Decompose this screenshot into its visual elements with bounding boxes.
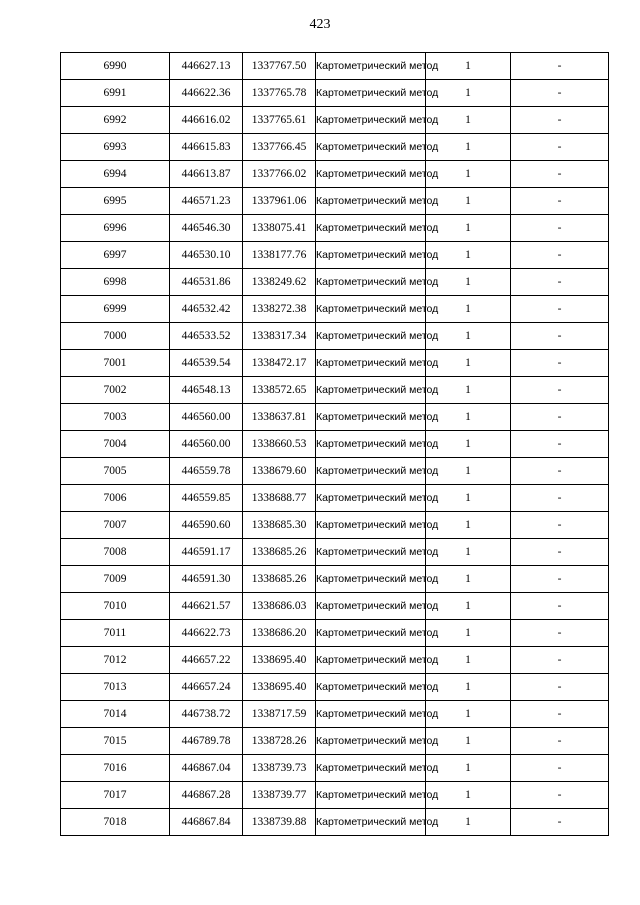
x-coordinate-cell: 446657.24 [170, 674, 243, 701]
x-coordinate-cell: 446539.54 [170, 350, 243, 377]
note-cell: - [511, 485, 609, 512]
count-cell: 1 [426, 269, 511, 296]
point-number-cell: 7007 [61, 512, 170, 539]
count-cell: 1 [426, 620, 511, 647]
method-cell [316, 188, 439, 215]
x-coordinate-cell: 446613.87 [170, 161, 243, 188]
table-row [61, 755, 609, 782]
x-coordinate-cell: 446590.60 [170, 512, 243, 539]
method-cell [316, 701, 439, 728]
y-coordinate-cell: 1337766.02 [243, 161, 316, 188]
y-coordinate-cell: 1337767.50 [243, 53, 316, 80]
method-text: Картометрический метод [316, 465, 439, 477]
y-coordinate-cell: 1338695.40 [243, 647, 316, 674]
method-text: Картометрический метод [316, 573, 439, 585]
note-cell: - [511, 701, 609, 728]
table-row [61, 134, 609, 161]
x-coordinate-cell: 446867.04 [170, 755, 243, 782]
method-cell [316, 782, 439, 809]
method-cell [316, 53, 439, 80]
note-cell: - [511, 107, 609, 134]
x-coordinate-cell: 446560.00 [170, 431, 243, 458]
note-cell: - [511, 269, 609, 296]
x-coordinate-cell: 446559.85 [170, 485, 243, 512]
point-number-cell: 6995 [61, 188, 170, 215]
point-number-cell: 7018 [61, 809, 170, 836]
x-coordinate-cell: 446867.84 [170, 809, 243, 836]
method-cell [316, 404, 439, 431]
method-text: Картометрический метод [316, 60, 439, 72]
note-cell: - [511, 620, 609, 647]
method-cell [316, 620, 439, 647]
x-coordinate-cell: 446533.52 [170, 323, 243, 350]
y-coordinate-cell: 1338685.26 [243, 566, 316, 593]
y-coordinate-cell: 1338686.20 [243, 620, 316, 647]
note-cell: - [511, 242, 609, 269]
method-cell [316, 647, 439, 674]
note-cell: - [511, 323, 609, 350]
method-text: Картометрический метод [316, 195, 439, 207]
point-number-cell: 7015 [61, 728, 170, 755]
method-cell [316, 323, 439, 350]
method-text: Картометрический метод [316, 654, 439, 666]
point-number-cell: 7000 [61, 323, 170, 350]
coordinates-table [60, 52, 609, 836]
x-coordinate-cell: 446615.83 [170, 134, 243, 161]
method-cell [316, 107, 439, 134]
method-cell [316, 755, 439, 782]
point-number-cell: 7016 [61, 755, 170, 782]
note-cell: - [511, 404, 609, 431]
note-cell: - [511, 458, 609, 485]
count-cell: 1 [426, 782, 511, 809]
point-number-cell: 6994 [61, 161, 170, 188]
y-coordinate-cell: 1337765.61 [243, 107, 316, 134]
count-cell: 1 [426, 485, 511, 512]
table-row [61, 485, 609, 512]
method-cell [316, 269, 439, 296]
table-row [61, 296, 609, 323]
method-cell [316, 593, 439, 620]
table-row [61, 242, 609, 269]
x-coordinate-cell: 446789.78 [170, 728, 243, 755]
note-cell: - [511, 377, 609, 404]
y-coordinate-cell: 1337766.45 [243, 134, 316, 161]
point-number-cell: 6990 [61, 53, 170, 80]
method-cell [316, 674, 439, 701]
x-coordinate-cell: 446532.42 [170, 296, 243, 323]
note-cell: - [511, 53, 609, 80]
note-cell: - [511, 728, 609, 755]
method-text: Картометрический метод [316, 492, 439, 504]
y-coordinate-cell: 1338679.60 [243, 458, 316, 485]
point-number-cell: 7010 [61, 593, 170, 620]
method-text: Картометрический метод [316, 141, 439, 153]
point-number-cell: 6998 [61, 269, 170, 296]
note-cell: - [511, 674, 609, 701]
method-text: Картометрический метод [316, 222, 439, 234]
point-number-cell: 7011 [61, 620, 170, 647]
y-coordinate-cell: 1338272.38 [243, 296, 316, 323]
method-text: Картометрический метод [316, 330, 439, 342]
table-row [61, 80, 609, 107]
count-cell: 1 [426, 242, 511, 269]
count-cell: 1 [426, 566, 511, 593]
table-row [61, 188, 609, 215]
y-coordinate-cell: 1338688.77 [243, 485, 316, 512]
method-text: Картометрический метод [316, 276, 439, 288]
count-cell: 1 [426, 458, 511, 485]
y-coordinate-cell: 1338249.62 [243, 269, 316, 296]
y-coordinate-cell: 1338075.41 [243, 215, 316, 242]
x-coordinate-cell: 446559.78 [170, 458, 243, 485]
table-row [61, 350, 609, 377]
y-coordinate-cell: 1338685.30 [243, 512, 316, 539]
count-cell: 1 [426, 728, 511, 755]
method-text: Картометрический метод [316, 168, 439, 180]
table-row [61, 458, 609, 485]
method-cell [316, 350, 439, 377]
method-cell [316, 431, 439, 458]
method-text: Картометрический метод [316, 708, 439, 720]
note-cell: - [511, 566, 609, 593]
method-cell [316, 566, 439, 593]
method-cell [316, 296, 439, 323]
method-text: Картометрический метод [316, 357, 439, 369]
y-coordinate-cell: 1338177.76 [243, 242, 316, 269]
table-row [61, 620, 609, 647]
method-cell [316, 161, 439, 188]
point-number-cell: 7017 [61, 782, 170, 809]
note-cell: - [511, 755, 609, 782]
note-cell: - [511, 350, 609, 377]
method-text: Картометрический метод [316, 87, 439, 99]
table-row [61, 593, 609, 620]
count-cell: 1 [426, 296, 511, 323]
method-text: Картометрический метод [316, 681, 439, 693]
method-text: Картометрический метод [316, 816, 439, 828]
point-number-cell: 7004 [61, 431, 170, 458]
x-coordinate-cell: 446571.23 [170, 188, 243, 215]
x-coordinate-cell: 446616.02 [170, 107, 243, 134]
x-coordinate-cell: 446530.10 [170, 242, 243, 269]
method-cell [316, 458, 439, 485]
note-cell: - [511, 161, 609, 188]
table-row [61, 728, 609, 755]
note-cell: - [511, 647, 609, 674]
note-cell: - [511, 512, 609, 539]
table-row [61, 215, 609, 242]
note-cell: - [511, 296, 609, 323]
table-row [61, 404, 609, 431]
point-number-cell: 6999 [61, 296, 170, 323]
y-coordinate-cell: 1338317.34 [243, 323, 316, 350]
method-cell [316, 728, 439, 755]
method-text: Картометрический метод [316, 249, 439, 261]
note-cell: - [511, 593, 609, 620]
note-cell: - [511, 782, 609, 809]
note-cell: - [511, 80, 609, 107]
method-cell [316, 215, 439, 242]
y-coordinate-cell: 1338637.81 [243, 404, 316, 431]
count-cell: 1 [426, 377, 511, 404]
count-cell: 1 [426, 809, 511, 836]
x-coordinate-cell: 446531.86 [170, 269, 243, 296]
note-cell: - [511, 809, 609, 836]
y-coordinate-cell: 1338717.59 [243, 701, 316, 728]
coordinates-table-body [61, 53, 609, 836]
y-coordinate-cell: 1338472.17 [243, 350, 316, 377]
note-cell: - [511, 431, 609, 458]
method-text: Картометрический метод [316, 735, 439, 747]
count-cell: 1 [426, 53, 511, 80]
y-coordinate-cell: 1338686.03 [243, 593, 316, 620]
point-number-cell: 7014 [61, 701, 170, 728]
table-row [61, 107, 609, 134]
count-cell: 1 [426, 80, 511, 107]
count-cell: 1 [426, 755, 511, 782]
x-coordinate-cell: 446738.72 [170, 701, 243, 728]
count-cell: 1 [426, 323, 511, 350]
count-cell: 1 [426, 431, 511, 458]
table-row [61, 539, 609, 566]
point-number-cell: 7008 [61, 539, 170, 566]
y-coordinate-cell: 1338695.40 [243, 674, 316, 701]
table-row [61, 161, 609, 188]
method-text: Картометрический метод [316, 600, 439, 612]
y-coordinate-cell: 1337961.06 [243, 188, 316, 215]
method-cell [316, 377, 439, 404]
count-cell: 1 [426, 539, 511, 566]
method-text: Картометрический метод [316, 411, 439, 423]
method-text: Картометрический метод [316, 438, 439, 450]
method-text: Картометрический метод [316, 546, 439, 558]
table-row [61, 701, 609, 728]
table-row [61, 269, 609, 296]
method-cell [316, 809, 439, 836]
count-cell: 1 [426, 593, 511, 620]
method-cell [316, 485, 439, 512]
method-text: Картометрический метод [316, 519, 439, 531]
y-coordinate-cell: 1338685.26 [243, 539, 316, 566]
point-number-cell: 7012 [61, 647, 170, 674]
count-cell: 1 [426, 647, 511, 674]
method-cell [316, 80, 439, 107]
table-row [61, 566, 609, 593]
table-row [61, 782, 609, 809]
point-number-cell: 6991 [61, 80, 170, 107]
x-coordinate-cell: 446622.36 [170, 80, 243, 107]
count-cell: 1 [426, 701, 511, 728]
note-cell: - [511, 134, 609, 161]
count-cell: 1 [426, 161, 511, 188]
table-row [61, 377, 609, 404]
x-coordinate-cell: 446622.73 [170, 620, 243, 647]
count-cell: 1 [426, 107, 511, 134]
method-text: Картометрический метод [316, 762, 439, 774]
count-cell: 1 [426, 350, 511, 377]
method-text: Картометрический метод [316, 789, 439, 801]
point-number-cell: 7003 [61, 404, 170, 431]
y-coordinate-cell: 1338739.77 [243, 782, 316, 809]
y-coordinate-cell: 1338660.53 [243, 431, 316, 458]
note-cell: - [511, 539, 609, 566]
x-coordinate-cell: 446591.17 [170, 539, 243, 566]
count-cell: 1 [426, 512, 511, 539]
point-number-cell: 6993 [61, 134, 170, 161]
method-cell [316, 539, 439, 566]
point-number-cell: 7001 [61, 350, 170, 377]
x-coordinate-cell: 446621.57 [170, 593, 243, 620]
count-cell: 1 [426, 674, 511, 701]
y-coordinate-cell: 1337765.78 [243, 80, 316, 107]
x-coordinate-cell: 446560.00 [170, 404, 243, 431]
method-text: Картометрический метод [316, 303, 439, 315]
method-text: Картометрический метод [316, 114, 439, 126]
x-coordinate-cell: 446546.30 [170, 215, 243, 242]
method-cell [316, 242, 439, 269]
page-number: 423 [309, 17, 331, 32]
count-cell: 1 [426, 404, 511, 431]
point-number-cell: 7005 [61, 458, 170, 485]
x-coordinate-cell: 446591.30 [170, 566, 243, 593]
point-number-cell: 6997 [61, 242, 170, 269]
x-coordinate-cell: 446627.13 [170, 53, 243, 80]
table-row [61, 674, 609, 701]
note-cell: - [511, 188, 609, 215]
x-coordinate-cell: 446867.28 [170, 782, 243, 809]
y-coordinate-cell: 1338728.26 [243, 728, 316, 755]
x-coordinate-cell: 446657.22 [170, 647, 243, 674]
count-cell: 1 [426, 134, 511, 161]
y-coordinate-cell: 1338739.88 [243, 809, 316, 836]
y-coordinate-cell: 1338739.73 [243, 755, 316, 782]
point-number-cell: 7006 [61, 485, 170, 512]
y-coordinate-cell: 1338572.65 [243, 377, 316, 404]
point-number-cell: 6996 [61, 215, 170, 242]
point-number-cell: 7009 [61, 566, 170, 593]
table-row [61, 647, 609, 674]
x-coordinate-cell: 446548.13 [170, 377, 243, 404]
point-number-cell: 6992 [61, 107, 170, 134]
method-cell [316, 512, 439, 539]
table-row [61, 53, 609, 80]
point-number-cell: 7002 [61, 377, 170, 404]
method-text: Картометрический метод [316, 627, 439, 639]
table-row [61, 323, 609, 350]
count-cell: 1 [426, 188, 511, 215]
table-row [61, 512, 609, 539]
table-row [61, 431, 609, 458]
point-number-cell: 7013 [61, 674, 170, 701]
table-row [61, 809, 609, 836]
method-cell [316, 134, 439, 161]
method-text: Картометрический метод [316, 384, 439, 396]
count-cell: 1 [426, 215, 511, 242]
note-cell: - [511, 215, 609, 242]
